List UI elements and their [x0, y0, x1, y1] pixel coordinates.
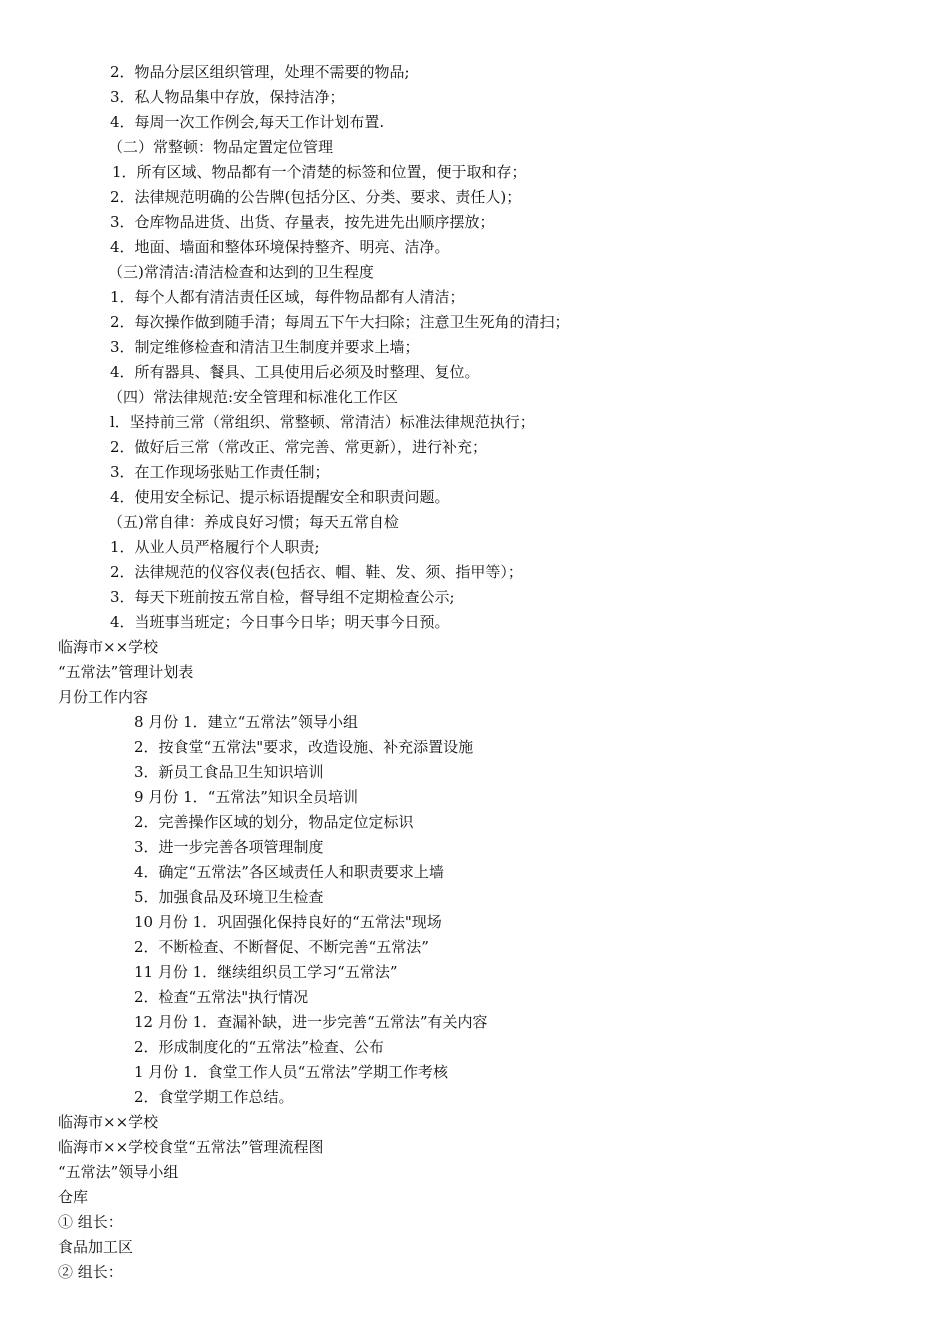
flow-line: ① 组长：: [58, 1213, 123, 1231]
list-item: 1．每个人都有清洁责任区域，每件物品都有人清洁；: [110, 288, 465, 306]
plan-row: 11 月份 1．继续组织员工学习“五常法”: [134, 963, 398, 981]
plan-row: 2．不断检查、不断督促、不断完善“五常法”: [134, 938, 429, 956]
list-item: 1．从业人员严格履行个人职责;: [110, 538, 320, 556]
flow-line: ② 组长：: [58, 1263, 123, 1281]
list-item: 3．制定维修检查和清洁卫生制度并要求上墙；: [110, 338, 420, 356]
section-heading: （三)常清洁:清洁检查和达到的卫生程度: [108, 263, 374, 281]
plan-row: 12 月份 1．查漏补缺，进一步完善“五常法”有关内容: [134, 1013, 488, 1031]
plan-row: 8 月份 1．建立“五常法”领导小组: [134, 713, 358, 731]
plan-header: 月份工作内容: [58, 688, 149, 706]
school-name: 临海市××学校: [58, 1113, 159, 1131]
list-item: 3．私人物品集中存放，保持洁净；: [110, 88, 345, 106]
plan-row: 3．进一步完善各项管理制度: [134, 838, 324, 856]
list-item: 3．在工作现场张贴工作责任制；: [110, 463, 330, 481]
plan-row: 5．加强食品及环境卫生检查: [134, 888, 324, 906]
flow-line: “五常法”领导小组: [58, 1163, 179, 1181]
plan-row: 10 月份 1．巩固强化保持良好的“五常法"现场: [134, 913, 442, 931]
list-item: 2．物品分层区组织管理，处理不需要的物品;: [110, 63, 410, 81]
plan-row: 4．确定“五常法”各区域责任人和职责要求上墙: [134, 863, 444, 881]
plan-row: 2．按食堂“五常法"要求，改造设施、补充添置设施: [134, 738, 474, 756]
section-heading: （四）常法律规范:安全管理和标准化工作区: [108, 388, 399, 406]
list-item: l．坚持前三常（常组织、常整顿、常清洁）标准法律规范执行；: [110, 413, 535, 431]
section-heading: （二）常整顿：物品定置定位管理: [108, 138, 334, 156]
list-item: 2．每次操作做到随手清；每周五下午大扫除；注意卫生死角的清扫；: [110, 313, 570, 331]
list-item: 3．仓库物品进货、出货、存量表，按先进先出顺序摆放；: [110, 213, 495, 231]
list-item: 4．当班事当班定；今日事今日毕；明天事今日预。: [110, 613, 450, 631]
list-item: 1．所有区域、物品都有一个清楚的标签和位置，便于取和存；: [112, 163, 527, 181]
list-item: 2．做好后三常（常改正、常完善、常更新），进行补充；: [110, 438, 488, 456]
list-item: 2．法律规范明确的公告牌(包括分区、分类、要求、责任人)；: [110, 188, 522, 206]
plan-row: 1 月份 1．食堂工作人员“五常法”学期工作考核: [134, 1063, 448, 1081]
list-item: 4．每周一次工作例会,每天工作计划布置.: [110, 113, 385, 131]
plan-title: “五常法”管理计划表: [58, 663, 194, 681]
list-item: 4．地面、墙面和整体环境保持整齐、明亮、洁净。: [110, 238, 450, 256]
list-item: 3．每天下班前按五常自检，督导组不定期检查公示;: [110, 588, 455, 606]
plan-row: 9 月份 1．“五常法”知识全员培训: [134, 788, 358, 806]
plan-row: 3．新员工食品卫生知识培训: [134, 763, 324, 781]
list-item: 4．所有器具、餐具、工具使用后必须及时整理、复位。: [110, 363, 480, 381]
plan-row: 2．完善操作区域的划分，物品定位定标识: [134, 813, 414, 831]
school-name: 临海市××学校: [58, 638, 159, 656]
flow-line: 仓库: [58, 1188, 89, 1206]
flow-title: 临海市××学校食堂“五常法”管理流程图: [58, 1138, 324, 1156]
list-item: 4．使用安全标记、提示标语提醒安全和职责问题。: [110, 488, 450, 506]
flow-line: 食品加工区: [58, 1238, 134, 1256]
list-item: 2．法律规范的仪容仪表(包括衣、帽、鞋、发、须、指甲等）；: [110, 563, 523, 581]
plan-row: 2．食堂学期工作总结。: [134, 1088, 294, 1106]
plan-row: 2．检查“五常法"执行情况: [134, 988, 309, 1006]
section-heading: （五)常自律：养成良好习惯；每天五常自检: [108, 513, 399, 531]
plan-row: 2．形成制度化的“五常法”检查、公布: [134, 1038, 384, 1056]
